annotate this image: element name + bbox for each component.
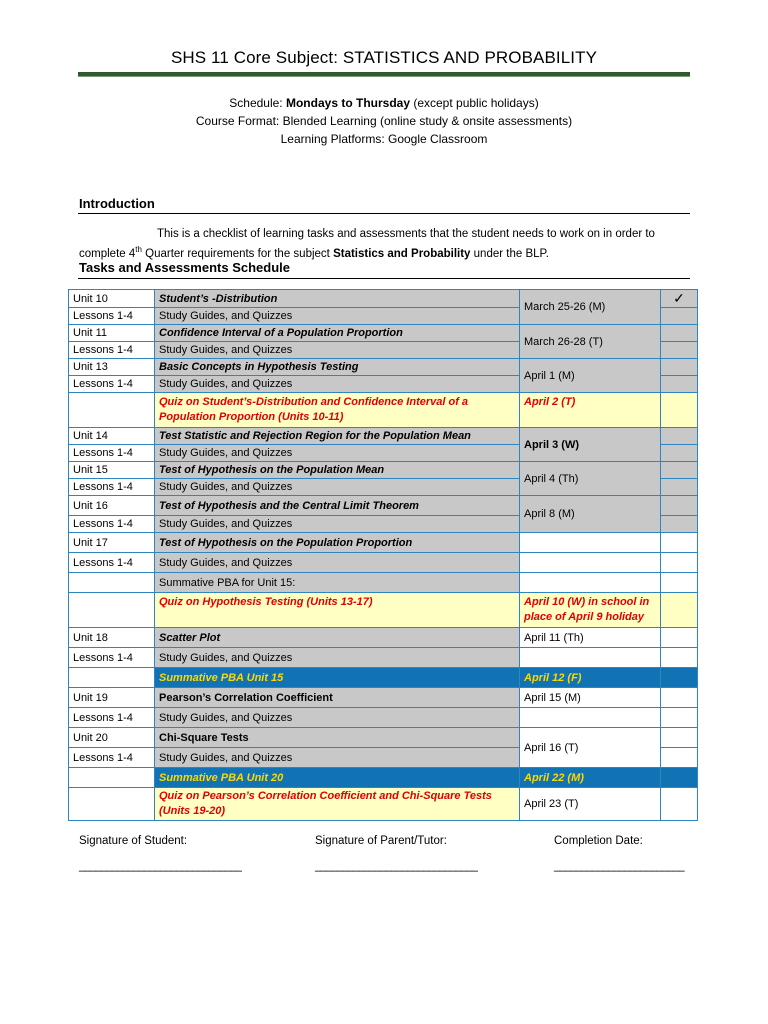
- intro-text-a: This is a checklist of learning tasks and assessments that the student needs to work on in order to complete 4: [79, 228, 655, 260]
- task-cell: Test of Hypothesis on the Population Mean: [155, 462, 520, 479]
- task-cell: Study Guides, and Quizzes: [155, 445, 520, 462]
- table-row: [69, 359, 698, 376]
- unit-cell: Unit 10: [69, 290, 155, 308]
- unit-cell: Lessons 1-4: [69, 516, 155, 533]
- check-cell[interactable]: [661, 462, 698, 479]
- date-cell: April 8 (M): [520, 496, 661, 533]
- task-cell: Scatter Plot: [155, 628, 520, 648]
- date-cell: April 22 (M): [520, 768, 661, 788]
- date-cell: April 2 (T): [520, 393, 661, 428]
- intro-subject: Statistics and Probability: [333, 247, 471, 260]
- parent-signature-line[interactable]: ______________________________: [315, 860, 477, 872]
- table-row: [69, 788, 698, 821]
- table-row: [69, 533, 698, 553]
- unit-cell: Lessons 1-4: [69, 445, 155, 462]
- task-cell: Summative PBA Unit 20: [155, 768, 520, 788]
- task-cell: Study Guides, and Quizzes: [155, 553, 520, 573]
- check-cell[interactable]: [661, 376, 698, 393]
- unit-cell: Lessons 1-4: [69, 342, 155, 359]
- date-cell: April 15 (M): [520, 688, 661, 708]
- table-row: [69, 628, 698, 648]
- check-cell[interactable]: [661, 768, 698, 788]
- date-cell: April 11 (Th): [520, 628, 661, 648]
- date-cell: [520, 533, 661, 553]
- introduction-text: [79, 226, 691, 262]
- task-cell: Student’s -Distribution: [155, 290, 520, 308]
- unit-cell: [69, 668, 155, 688]
- date-cell: [520, 428, 661, 462]
- check-cell[interactable]: [661, 342, 698, 359]
- unit-cell: [69, 768, 155, 788]
- schedule-rule: [78, 278, 690, 279]
- check-cell[interactable]: [661, 688, 698, 708]
- schedule-table: [68, 289, 698, 821]
- unit-cell: [69, 393, 155, 428]
- check-cell[interactable]: [661, 533, 698, 553]
- date-cell: [520, 553, 661, 573]
- table-row: [69, 668, 698, 688]
- task-cell: Quiz on Hypothesis Testing (Units 13-17): [155, 593, 520, 628]
- unit-cell: [69, 573, 155, 593]
- intro-text-b: Quarter requirements for the subject: [141, 247, 334, 260]
- task-cell: Chi-Square Tests: [155, 728, 520, 748]
- task-cell: Study Guides, and Quizzes: [155, 516, 520, 533]
- course-format-line: Course Format: Blended Learning (online study & onsite assessments): [195, 114, 573, 128]
- table-row: [69, 573, 698, 593]
- unit-cell: Unit 15: [69, 462, 155, 479]
- date-cell: [520, 648, 661, 668]
- date-cell: April 16 (T): [520, 728, 661, 768]
- date-cell: [520, 708, 661, 728]
- task-cell: Test of Hypothesis and the Central Limit Theorem: [155, 496, 520, 516]
- unit-cell: Unit 16: [69, 496, 155, 516]
- task-cell: Confidence Interval of a Population Proportion: [155, 325, 520, 342]
- date-cell: March 25-26 (M): [520, 290, 661, 325]
- unit-cell: Lessons 1-4: [69, 708, 155, 728]
- check-cell[interactable]: [661, 748, 698, 768]
- check-cell[interactable]: [661, 593, 698, 628]
- table-row: [69, 462, 698, 479]
- unit-cell: Unit 19: [69, 688, 155, 708]
- check-cell[interactable]: [661, 788, 698, 821]
- date-cell: April 23 (T): [520, 788, 661, 821]
- schedule-note: (except public holidays): [410, 96, 539, 110]
- unit-cell: Unit 14: [69, 428, 155, 445]
- intro-sup: th: [135, 245, 142, 254]
- task-cell: Study Guides, and Quizzes: [155, 479, 520, 496]
- table-row: [69, 496, 698, 516]
- unit-cell: Unit 20: [69, 728, 155, 748]
- table-row: [69, 290, 698, 308]
- check-cell[interactable]: [661, 393, 698, 428]
- task-cell: Study Guides, and Quizzes: [155, 308, 520, 325]
- table-row: [69, 325, 698, 342]
- unit-cell: Unit 11: [69, 325, 155, 342]
- task-cell: Study Guides, and Quizzes: [155, 708, 520, 728]
- checkmark-icon[interactable]: ✓: [661, 290, 698, 308]
- learning-platforms-line: Learning Platforms: Google Classroom: [280, 132, 488, 146]
- date-cell: April 1 (M): [520, 359, 661, 393]
- title-rule: [78, 72, 690, 77]
- date-cell: [520, 573, 661, 593]
- intro-text-c: under the BLP.: [470, 247, 549, 260]
- task-cell: Summative PBA for Unit 15:: [155, 573, 520, 593]
- table-row: [69, 553, 698, 573]
- introduction-rule: [78, 213, 690, 214]
- check-cell[interactable]: [661, 553, 698, 573]
- unit-cell: Lessons 1-4: [69, 748, 155, 768]
- task-cell: Test Statistic and Rejection Region for the Population Mean: [155, 428, 520, 445]
- date-cell: April 4 (Th): [520, 462, 661, 496]
- schedule-value: Mondays to Thursday: [285, 96, 410, 110]
- table-row: [69, 648, 698, 668]
- date-cell-text: April 3 (W): [524, 438, 579, 451]
- task-cell: Basic Concepts in Hypothesis Testing: [155, 359, 520, 376]
- unit-cell: Lessons 1-4: [69, 308, 155, 325]
- unit-cell: [69, 788, 155, 821]
- date-cell: April 10 (W) in school in place of April 9 holiday: [520, 593, 661, 628]
- check-cell[interactable]: [661, 668, 698, 688]
- task-cell: Study Guides, and Quizzes: [155, 748, 520, 768]
- unit-cell: Lessons 1-4: [69, 479, 155, 496]
- check-cell[interactable]: [661, 516, 698, 533]
- parent-signature-label: Signature of Parent/Tutor:: [315, 835, 447, 847]
- table-row: [69, 728, 698, 748]
- task-cell: Study Guides, and Quizzes: [155, 376, 520, 393]
- check-cell[interactable]: [661, 496, 698, 516]
- check-cell[interactable]: [661, 573, 698, 593]
- table-row: [69, 688, 698, 708]
- check-cell[interactable]: [661, 359, 698, 376]
- schedule-label: Schedule:: [229, 96, 286, 110]
- check-cell[interactable]: [661, 445, 698, 462]
- table-row: [69, 768, 698, 788]
- introduction-heading: Introduction: [79, 196, 155, 211]
- date-cell: March 26-28 (T): [520, 325, 661, 359]
- check-cell[interactable]: [661, 728, 698, 748]
- completion-date-line[interactable]: ________________________: [554, 860, 684, 872]
- schedule-line: [0, 96, 768, 110]
- student-signature-line[interactable]: ______________________________: [79, 860, 241, 872]
- unit-cell: Unit 17: [69, 533, 155, 553]
- table-row: [69, 708, 698, 728]
- check-cell[interactable]: [661, 308, 698, 325]
- unit-cell: Lessons 1-4: [69, 376, 155, 393]
- task-cell: Quiz on Student’s-Distribution and Confidence Interval of a Population Proportion (Units 10-11): [155, 393, 520, 428]
- schedule-heading: Tasks and Assessments Schedule: [79, 260, 290, 275]
- task-cell: Study Guides, and Quizzes: [155, 648, 520, 668]
- unit-cell: Unit 13: [69, 359, 155, 376]
- date-cell: April 12 (F): [520, 668, 661, 688]
- check-cell[interactable]: [661, 628, 698, 648]
- document-title: SHS 11 Core Subject: STATISTICS AND PROBABILITY: [170, 48, 598, 67]
- task-cell: Test of Hypothesis on the Population Proportion: [155, 533, 520, 553]
- task-cell: Quiz on Pearson’s Correlation Coefficient and Chi-Square Tests (Units 19-20): [155, 788, 520, 821]
- check-cell[interactable]: [661, 708, 698, 728]
- table-row: [69, 393, 698, 428]
- task-cell: Summative PBA Unit 15: [155, 668, 520, 688]
- check-cell[interactable]: [661, 479, 698, 496]
- unit-cell: [69, 593, 155, 628]
- completion-date-label: Completion Date:: [554, 835, 643, 847]
- check-cell[interactable]: [661, 325, 698, 342]
- task-cell: Study Guides, and Quizzes: [155, 342, 520, 359]
- table-row: [69, 428, 698, 445]
- student-signature-label: Signature of Student:: [79, 835, 188, 847]
- unit-cell: Unit 18: [69, 628, 155, 648]
- unit-cell: Lessons 1-4: [69, 648, 155, 668]
- check-cell[interactable]: [661, 428, 698, 445]
- task-cell: Pearson’s Correlation Coefficient: [155, 688, 520, 708]
- check-cell[interactable]: [661, 648, 698, 668]
- unit-cell: Lessons 1-4: [69, 553, 155, 573]
- table-row: [69, 593, 698, 628]
